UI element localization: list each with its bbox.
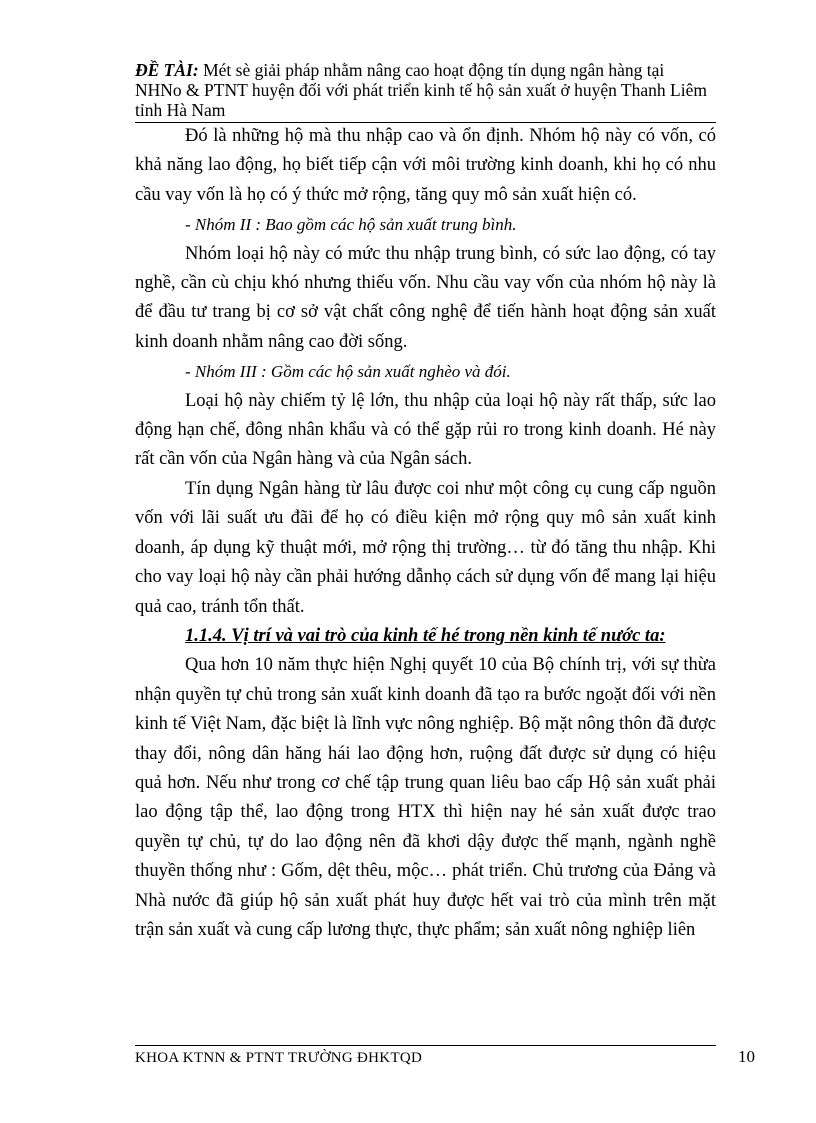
- header-title: Mét sè giải pháp nhằm nâng cao hoạt động tín dụng ngân hàng tại NHNo & PTNT huyện đối với phát triển kinh tế hộ sản xuất ở huyện Thanh Liêm tỉnh Hà Nam: [135, 60, 707, 120]
- group-ii-heading: - Nhóm II : Bao gồm các hộ sản xuất trung bình.: [185, 215, 517, 235]
- section-heading-1-1-4: 1.1.4. Vị trí và vai trò của kinh tế hé trong nền kinh tế nước ta:: [185, 625, 666, 646]
- footer-divider: [135, 1045, 716, 1046]
- paragraph-group-iii-description: Loại hộ này chiếm tỷ lệ lớn, thu nhập của loại hộ này rất thấp, sức lao động hạn chế, đông nhân khẩu và có thể gặp rủi ro trong kinh doanh. Hé này rất cần vốn của Ngân hàng và của Ngân sách.: [135, 390, 716, 470]
- group-iii-heading: - Nhóm III : Gồm các hộ sản xuất nghèo và đói.: [185, 362, 511, 382]
- page-number: 10: [738, 1047, 755, 1066]
- paragraph-bank-credit: Tín dụng Ngân hàng từ lâu được coi như một công cụ cung cấp nguồn vốn với lãi suất ưu đãi để họ có điều kiện mở rộng quy mô sản xuất kinh doanh, áp dụng kỹ thuật mới, mở rộng thị trường… từ đó tăng thu nhập. Khi cho vay loại hộ này cần phải hướng dẫnhọ cách sử dụng vốn để mang lại hiệu quả cao, tránh tổn thất.: [135, 478, 716, 617]
- paragraph-group-ii-description: Nhóm loại hộ này có mức thu nhập trung bình, có sức lao động, có tay nghề, cần cù chịu khó nhưng thiếu vốn. Nhu cầu vay vốn của nhóm hộ này là để đầu tư trang bị cơ sở vật chất công nghệ để tiến hành hoạt động sản xuất kinh doanh nhằm nâng cao đời sống.: [135, 243, 716, 352]
- paragraph-group-i-description: Đó là những hộ mà thu nhập cao và ổn định. Nhóm hộ này có vốn, có khả năng lao động, họ biết tiếp cận với môi trường kinh doanh, khi họ có nhu cầu vay vốn là họ có ý thức mở rộng, tăng quy mô sản xuất hiện có.: [135, 126, 716, 205]
- document-header: [135, 60, 715, 120]
- paragraph-resolution-10: Qua hơn 10 năm thực hiện Nghị quyết 10 của Bộ chính trị, với sự thừa nhận quyền tự chủ trong sản xuất kinh doanh đã tạo ra bước ngoặt đối với nền kinh tế Việt Nam, đặc biệt là lĩnh vực nông nghiệp. Bộ mặt nông thôn đã được thay đổi, nông dân hăng hái lao động hơn, ruộng đất được sử dụng có hiệu quả hơn. Nếu như trong cơ chế tập trung quan liêu bao cấp Hộ sản xuất phải lao động tập thể, lao động trong HTX thì hiện nay hé sản xuất được trao quyền tự chủ, tự do lao động nên đã khơi dậy được thế mạnh, ngành nghề thuyền thống như : Gốm, dệt thêu, mộc… phát triển. Chủ trương của Đảng và Nhà nước đã giúp hộ sản xuất phát huy được hết vai trò của mình trên mặt trận sản xuất và cung cấp lương thực, thực phẩm; sản xuất nông nghiệp liên: [135, 655, 716, 940]
- header-label: ĐỀ TÀI:: [135, 60, 199, 80]
- document-body: [135, 122, 716, 945]
- footer-faculty: KHOA KTNN & PTNT TRƯỜNG ĐHKTQD: [135, 1050, 423, 1066]
